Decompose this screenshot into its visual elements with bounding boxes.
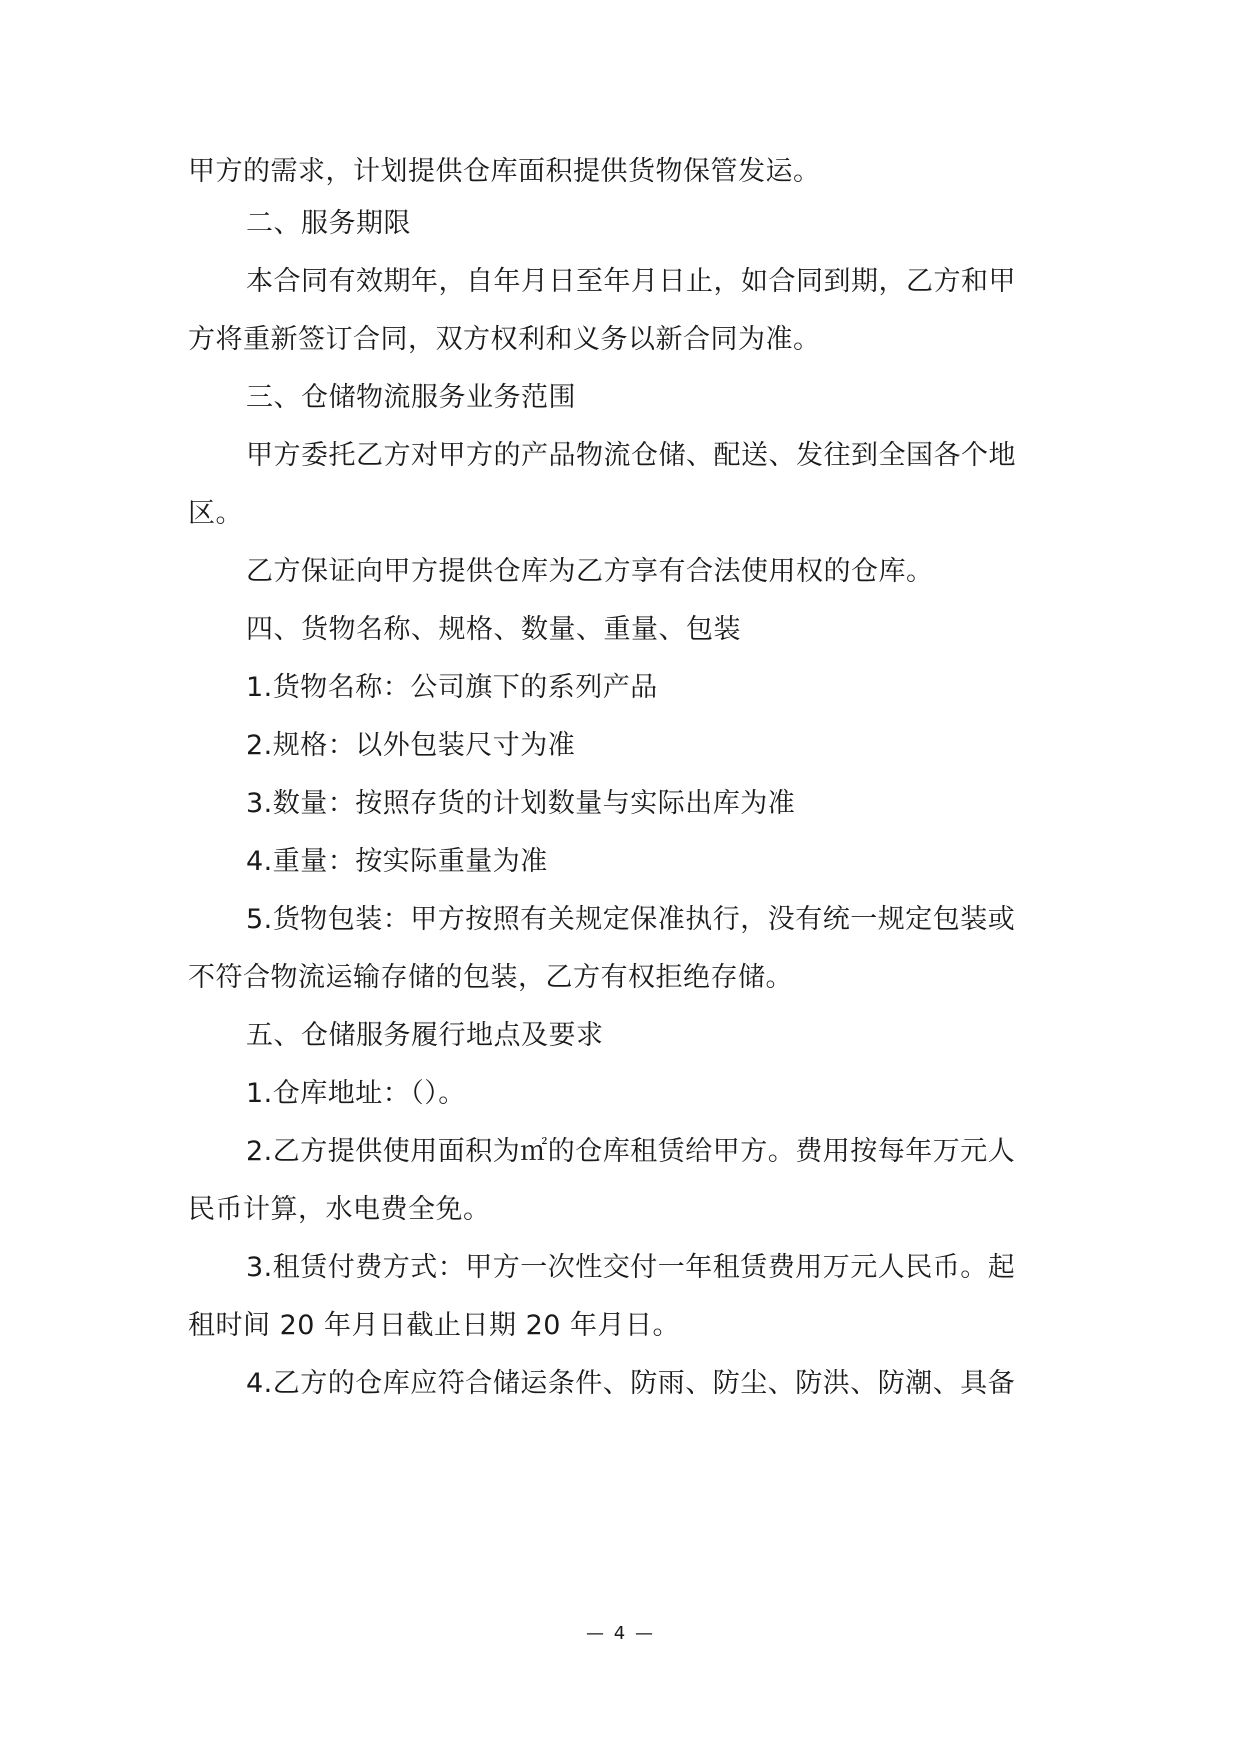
list-item: 3.数量：按照存货的计划数量与实际出库为准 [246,788,796,819]
paragraph-line: 方将重新签订合同，双方权利和义务以新合同为准。 [188,324,821,355]
list-item: 1.货物名称：公司旗下的系列产品 [246,672,658,703]
section-heading-goods: 四、货物名称、规格、数量、重量、包装 [246,614,741,645]
page-number: — 4 — [586,1623,655,1644]
paragraph-line: 不符合物流运输存储的包装，乙方有权拒绝存储。 [188,962,793,993]
list-item: 5.货物包装：甲方按照有关规定保准执行，没有统一规定包装或 [246,904,1016,935]
list-item: 3.租赁付费方式：甲方一次性交付一年租赁费用万元人民币。起 [246,1252,1016,1283]
paragraph-line: 甲方的需求，计划提供仓库面积提供货物保管发运。 [188,156,821,187]
section-heading-business-scope: 三、仓储物流服务业务范围 [246,382,576,413]
list-item: 4.重量：按实际重量为准 [246,846,548,877]
section-heading-service-term: 二、服务期限 [246,208,411,239]
paragraph-line: 民币计算，水电费全免。 [188,1194,491,1225]
paragraph-line: 区。 [188,498,243,529]
paragraph-line: 租时间 20 年月日截止日期 20 年月日。 [188,1310,681,1341]
list-item: 4.乙方的仓库应符合储运条件、防雨、防尘、防洪、防潮、具备 [246,1368,1016,1399]
paragraph-line: 乙方保证向甲方提供仓库为乙方享有合法使用权的仓库。 [246,556,934,587]
list-item: 1.仓库地址：（）。 [246,1078,466,1109]
list-item: 2.规格：以外包装尺寸为准 [246,730,576,761]
paragraph-line: 本合同有效期年，自年月日至年月日止，如合同到期，乙方和甲 [246,266,1016,297]
list-item: 2.乙方提供使用面积为㎡的仓库租赁给甲方。费用按每年万元人 [246,1136,1016,1167]
section-heading-location: 五、仓储服务履行地点及要求 [246,1020,604,1051]
paragraph-line: 甲方委托乙方对甲方的产品物流仓储、配送、发往到全国各个地 [246,440,1016,471]
